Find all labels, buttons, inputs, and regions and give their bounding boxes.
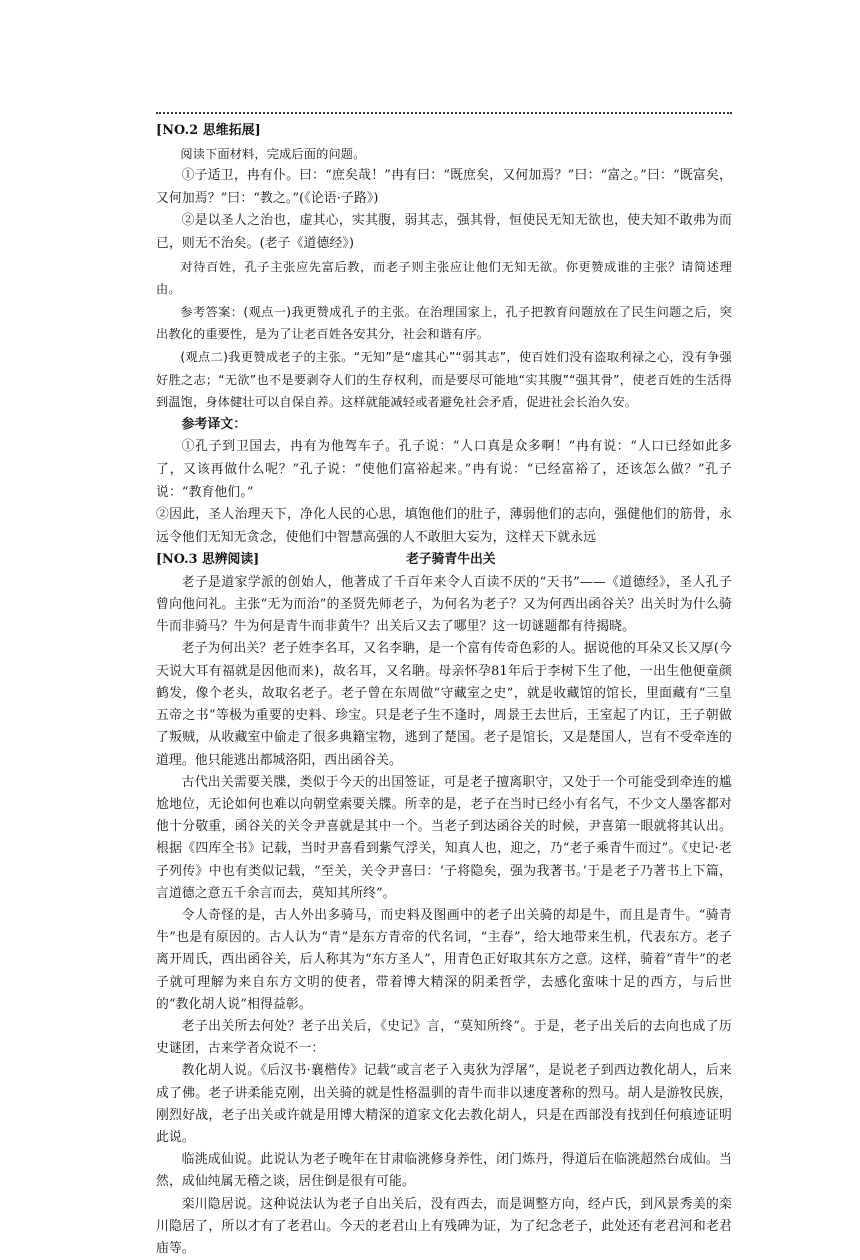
section-heading-no3: [NO.3 思辨阅读] <box>156 552 260 568</box>
section-heading-no2: [NO.2 思维拓展] <box>156 123 261 138</box>
article-paragraph: 老子出关所去何处？老子出关后，《史记》言，“莫知所终”。于是，老子出关后的去向也成了历史谜团，古来学者众说不一： <box>156 1018 732 1057</box>
article-paragraph: 临洮成仙说。此说认为老子晚年在甘肃临洮修身养性，闭门炼丹，得道后在临洮超然台成仙。当然，成仙纯属无稽之谈，居住倒是很有可能。 <box>156 1152 732 1190</box>
dotted-divider <box>156 112 732 114</box>
answer-view-one: 参考答案：(观点一)我更赞成孔子的主张。在治理国家上，孔子把教育问题放在了民生问题之后，突出教化的重要性，是为了让老百姓各安其分，社会和谐有序。 <box>156 304 732 342</box>
article-title: 老子骑青牛出关 <box>406 552 496 568</box>
section-heading-row-no3 <box>156 549 732 572</box>
question-text: 对待百姓，孔子主张应先富后教，而老子则主张应让他们无知无欲。你更赞成谁的主张？请简述理由。 <box>156 259 732 297</box>
article-paragraph: 栾川隐居说。这种说法认为老子自出关后，没有西去，而是调整方向，经卢氏，到风景秀美的栾川隐居了，所以才有了老君山。今天的老君山上有残碑为证，为了纪念老子，此处还有老君河和老君庙等。 <box>156 1196 732 1256</box>
document-page <box>156 112 732 1260</box>
source-text-daodejing: ②是以圣人之治也，虚其心，实其腹，弱其志，强其骨，恒使民无知无欲也，使夫知不敢弗为而已，则无不治矣。(老子《道德经》) <box>156 213 732 251</box>
article-paragraph: 令人奇怪的是，古人外出多骑马，而史料及图画中的老子出关骑的却是牛，而且是青牛。“骑青牛”也是有原因的。古人认为“青”是东方青帝的代名词，“主春”，给大地带来生机，代表东方。老子离开周氏，西出函谷关，后人称其为“东方圣人”，用青色正好取其东方之意。这样，骑着“青牛”的老子就可理解为来自东方文明的使者，带着博大精深的阴柔哲学，去感化蛮味十足的西方，与后世的“教化胡人说”相得益彰。 <box>156 907 732 1012</box>
article-paragraph: 老子为何出关？老子姓李名耳，又名李聃，是一个富有传奇色彩的人。据说他的耳朵又长又厚(今天说大耳有福就是因他而来)，故名耳，又名聃。母亲怀孕81年后于李树下生了他，一出生他便童颜鹤发，像个老头，故取名老子。老子曾在东周做“守藏室之史”，就是收藏馆的馆长，里面藏有“三皇五帝之书”等极为重要的史料、珍宝。只是老子生不逢时，周景王去世后，王室起了内讧，王子朝做了叛贼，从收藏室中偷走了很多典籍宝物，逃到了楚国。老子是馆长，又是楚国人，岂有不受牵连的道理。他只能逃出都城洛阳，西出函谷关。 <box>156 641 732 768</box>
translation-label: 参考译文： <box>181 416 247 432</box>
article-paragraph: 古代出关需要关牒，类似于今天的出国签证，可是老子擅离职守，又处于一个可能受到牵连的尴尬地位，无论如何也难以向朝堂索要关牒。所幸的是，老子在当时已经小有名气，不少文人墨客都对他十分敬重，函谷关的关令尹喜就是其中一个。当老子到达函谷关的时候，尹喜第一眼就将其认出。根据《四库全书》记载，当时尹喜看到紫气浮关，知真人也，迎之，乃“老子乘青牛而过”。《史记·老子列传》中也有类似记载，“至关，关令尹喜曰：‘子将隐矣，强为我著书。’于是老子乃著书上下篇，言道德之意五千余言而去，莫知其所终”。 <box>156 774 732 901</box>
translation-two: ②因此，圣人治理天下，净化人民的心思，填饱他们的肚子，薄弱他们的志向，强健他们的筋骨，永远令他们无知无贪念，使他们中智慧高强的人不敢胆大妄为，这样天下就永远 <box>156 507 732 545</box>
instruction-text: 阅读下面材料，完成后面的问题。 <box>180 146 366 161</box>
article-paragraph: 老子是道家学派的创始人，他著成了千百年来令人百读不厌的“天书”——《道德经》，圣人孔子曾向他问礼。主张“无为而治”的圣贤先师老子，为何名为老子？又为何西出函谷关？出关时为什么骑牛而非骑马？牛为何是青牛而非黄牛？出关后又去了哪里？这一切谜题都有待揭晓。 <box>156 574 732 635</box>
answer-view-two: (观点二)我更赞成老子的主张。“无知”是“虚其心”“弱其志”，使百姓们没有盗取利禄之心，没有争强好胜之志；“无欲”也不是要剥夺人们的生存权利，而是要尽可能地“实其腹”“强其骨”，使老百姓的生活得到温饱，身体健壮可以自保自养。这样就能减轻或者避免社会矛盾，促进社会长治久安。 <box>156 349 732 410</box>
translation-one: ①孔子到卫国去，冉有为他驾车子。孔子说：“人口真是众多啊！”冉有说：“人口已经如此多了，又该再做什么呢？”孔子说：“使他们富裕起来。”冉有说：“已经富裕了，还该怎么做？”孔子说：“教育他们。” <box>156 439 732 500</box>
source-text-analects: ①子适卫，冉有仆。曰：“庶矣哉！”冉有曰：“既庶矣，又何加焉？”曰：“富之。”曰：“既富矣，又何加焉？”曰：“教之。”(《论语·子路》) <box>156 168 732 206</box>
article-paragraph: 教化胡人说。《后汉书·襄楷传》记载“或言老子入夷狄为浮屠”，是说老子到西边教化胡人，后来成了佛。老子讲柔能克刚，出关骑的就是性格温驯的青牛而非以速度著称的烈马。胡人是游牧民族，刚烈好战，老子出关或许就是用博大精深的道家文化去教化胡人，只是在西部没有找到任何痕迹证明此说。 <box>156 1063 732 1145</box>
